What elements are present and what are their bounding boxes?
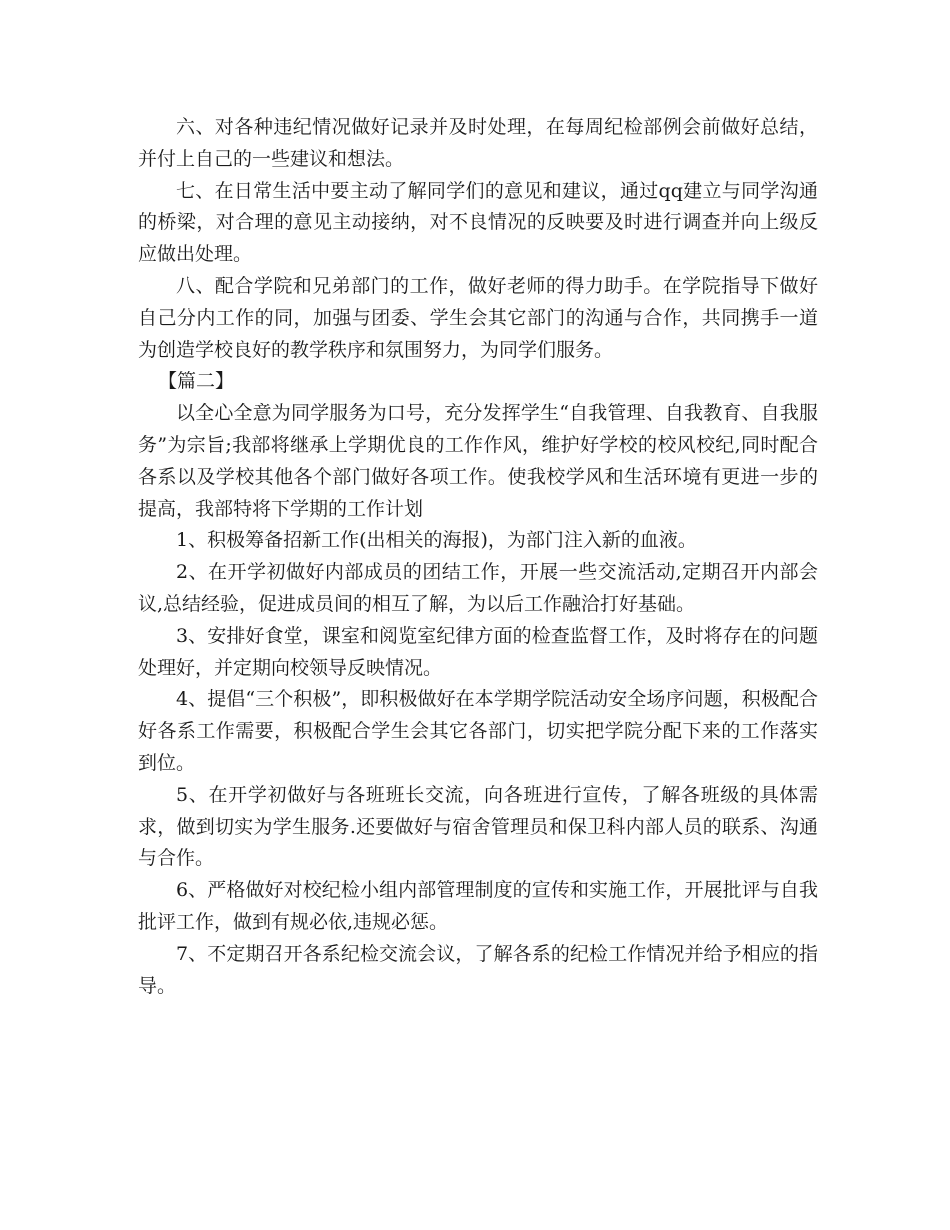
plan-item-2: 2、在开学初做好内部成员的团结工作，开展一些交流活动,定期召开内部会议,总结经验，促进成员间的相互了解，为以后工作融洽打好基础。	[138, 561, 818, 615]
plan-item-3: 3、安排好食堂，课室和阅览室纪律方面的检查监督工作，及时将存在的问题处理好，并定期向校领导反映情况。	[138, 624, 818, 679]
plan-item-1: 1、积极筹备招新工作(出相关的海报)，为部门注入新的血液。	[176, 529, 697, 552]
document-body	[138, 112, 818, 1002]
paragraph-item-7: 七、在日常生活中要主动了解同学们的意见和建议，通过qq建立与同学沟通的桥梁，对合理的意见主动接纳，对不良情况的反映要及时进行调查并向上级反应做出处理。	[138, 179, 818, 266]
plan-item-4: 4、提倡“三个积极”，即积极做好在本学期学院活动安全场序问题，积极配合好各系工作需要，积极配合学生会其它各部门，切实把学院分配下来的工作落实到位。	[138, 688, 818, 774]
plan-item-6: 6、严格做好对校纪检小组内部管理制度的宣传和实施工作，开展批评与自我批评工作，做到有规必依,违规必惩。	[138, 879, 818, 933]
paragraph-item-8: 八、配合学院和兄弟部门的工作，做好老师的得力助手。在学院指导下做好自己分内工作的同，加强与团委、学生会其它部门的沟通与合作，共同携手一道为创造学校良好的教学秩序和氛围努力，为同学们服务。	[138, 274, 818, 361]
section-heading: 【篇二】	[158, 370, 235, 393]
plan-item-5: 5、在开学初做好与各班班长交流，向各班进行宣传，了解各班级的具体需求，做到切实为学生服务.还要做好与宿舍管理员和保卫科内部人员的联系、沟通与合作。	[138, 783, 818, 870]
intro-paragraph: 以全心全意为同学服务为口号，充分发挥学生“自我管理、自我教育、自我服务”为宗旨;我部将继承上学期优良的工作作风，维护好学校的校风校纪,同时配合各系以及学校其他各个部门做好各项工作。使我校学风和生活环境有更进一步的提高，我部特将下学期的工作计划	[138, 402, 818, 520]
paragraph-item-6: 六、对各种违纪情况做好记录并及时处理，在每周纪检部例会前做好总结，并付上自己的一些建议和想法。	[138, 116, 818, 170]
plan-item-7: 7、不定期召开各系纪检交流会议，了解各系的纪检工作情况并给予相应的指导。	[138, 942, 818, 997]
